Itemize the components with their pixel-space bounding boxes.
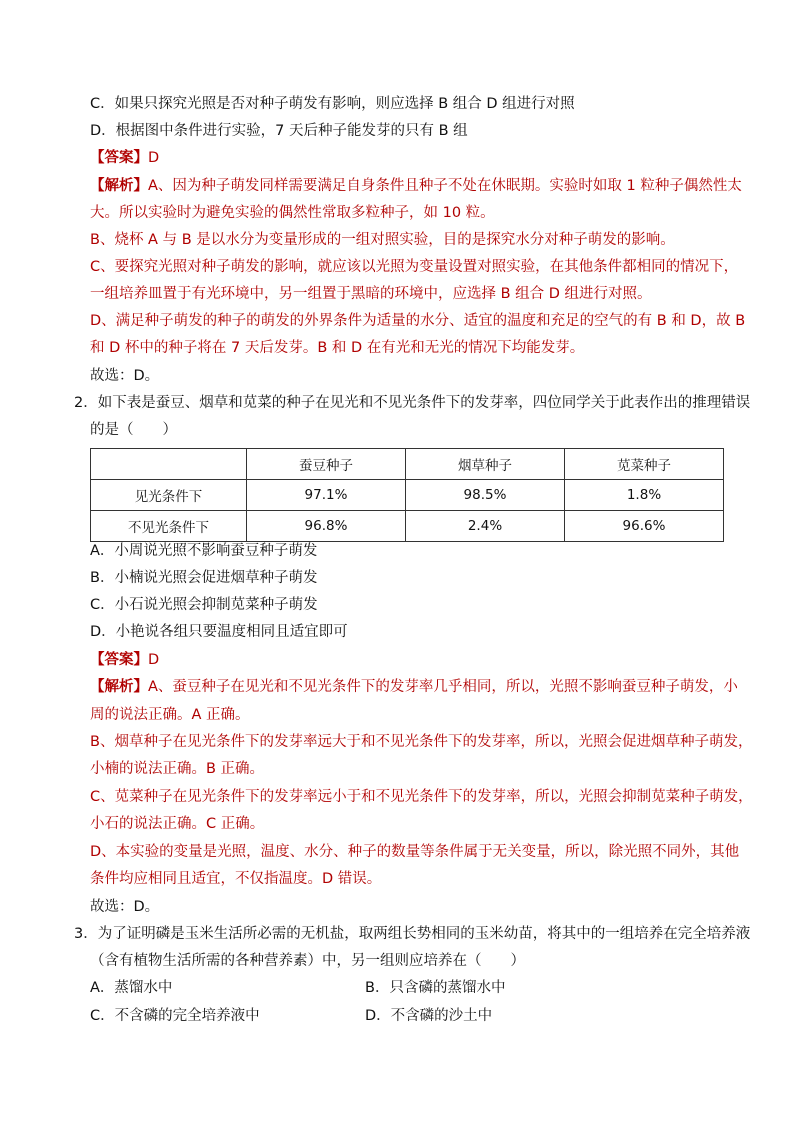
table-cell: 见光条件下 [91,480,247,511]
table-header-cell: 蚕豆种子 [247,449,406,480]
answer-tag: 【答案】 [90,150,148,166]
q2-analysis-line: D、本实验的变量是光照，温度、水分、种子的数量等条件属于无关变量，所以，除光照不同外，其他 [90,844,740,860]
q1-option-c: C．如果只探究光照是否对种子萌发有影响，则应选择 B 组合 D 组进行对照 [90,96,575,112]
q2-analysis-line: 周的说法正确。A 正确。 [90,707,250,723]
q2-option-c: C．小石说光照会抑制苋菜种子萌发 [90,597,318,613]
table-cell: 2.4% [406,511,565,542]
q2-option-b: B．小楠说光照会促进烟草种子萌发 [90,570,318,586]
q2-stem: 的是（ ） [90,422,177,438]
q1-analysis-line: 大。所以实验时为避免实验的偶然性常取多粒种子，如 10 粒。 [90,205,495,221]
table-cell: 1.8% [565,480,724,511]
answer-value: D [148,652,160,668]
table-cell: 96.6% [565,511,724,542]
q1-analysis-line: C、要探究光照对种子萌发的影响，就应该以光照为变量设置对照实验，在其他条件都相同的情况下， [90,259,739,275]
q1-analysis-line: 一组培养皿置于有光环境中，另一组置于黑暗的环境中，应选择 B 组合 D 组进行对照。 [90,286,652,302]
q2-analysis-line: B、烟草种子在见光条件下的发芽率远大于和不见光条件下的发芽率，所以，光照会促进烟草种子萌发， [90,734,753,750]
table-header-row [91,449,724,480]
table-cell: 97.1% [247,480,406,511]
q3-stem: （含有植物生活所需的各种营养素）中，另一组则应培养在（ ） [90,953,525,969]
q2-analysis-line: 小石的说法正确。C 正确。 [90,816,265,832]
table-cell: 不见光条件下 [91,511,247,542]
q2-option-a: A．小周说光照不影响蚕豆种子萌发 [90,543,318,559]
q2-analysis-line: 条件均应相同且适宜，不仅指温度。D 错误。 [90,871,382,887]
table-cell: 98.5% [406,480,565,511]
analysis-tag: 【解析】 [90,679,148,695]
q1-analysis-line: D、满足种子萌发的种子的萌发的外界条件为适量的水分、适宜的温度和充足的空气的有 B 和 D，故 B [90,313,746,329]
table-header-cell: 苋菜种子 [565,449,724,480]
q2-stem: 2．如下表是蚕豆、烟草和苋菜的种子在见光和不见光条件下的发芽率，四位同学关于此表作出的推理错误 [74,395,751,411]
table-header-cell: 烟草种子 [406,449,565,480]
table-row [91,480,724,511]
answer-tag: 【答案】 [90,652,148,668]
q1-analysis-line: B、烧杯 A 与 B 是以水分为变量形成的一组对照实验，目的是探究水分对种子萌发的影响。 [90,232,675,248]
q3-option-c: C．不含磷的完全培养液中 [90,1008,260,1024]
table-row [91,511,724,542]
q2-answer [90,650,159,670]
q1-answer [90,148,159,168]
q2-choice: 故选：D。 [90,899,160,915]
q3-option-b: B．只含磷的蒸馏水中 [365,980,506,996]
q3-stem: 3．为了证明磷是玉米生活所必需的无机盐，取两组长势相同的玉米幼苗，将其中的一组培养在完全培养液 [74,926,751,942]
table-cell: 96.8% [247,511,406,542]
q3-option-d: D．不含磷的沙土中 [365,1008,493,1024]
q1-analysis-line: 【解析】A、因为种子萌发同样需要满足自身条件且种子不处在休眠期。实验时如取 1 粒种子偶然性太 [90,178,742,194]
q1-choice: 故选：D。 [90,368,160,384]
q1-analysis-line: 和 D 杯中的种子将在 7 天后发芽。B 和 D 在有光和无光的情况下均能发芽。 [90,340,585,356]
q2-analysis-line: 【解析】A、蚕豆种子在见光和不见光条件下的发芽率几乎相同，所以，光照不影响蚕豆种子萌发，小 [90,679,738,695]
table-header-cell [91,449,247,480]
germination-table [90,448,724,542]
q3-option-a: A．蒸馏水中 [90,980,173,996]
answer-value: D [148,150,160,166]
q1-option-d: D．根据图中条件进行实验，7 天后种子能发芽的只有 B 组 [90,123,468,139]
q2-analysis-line: C、苋菜种子在见光条件下的发芽率远小于和不见光条件下的发芽率，所以，光照会抑制苋菜种子萌发， [90,789,753,805]
analysis-tag: 【解析】 [90,178,148,194]
q2-analysis-line: 小楠的说法正确。B 正确。 [90,761,265,777]
q2-option-d: D．小艳说各组只要温度相同且适宜即可 [90,624,348,640]
